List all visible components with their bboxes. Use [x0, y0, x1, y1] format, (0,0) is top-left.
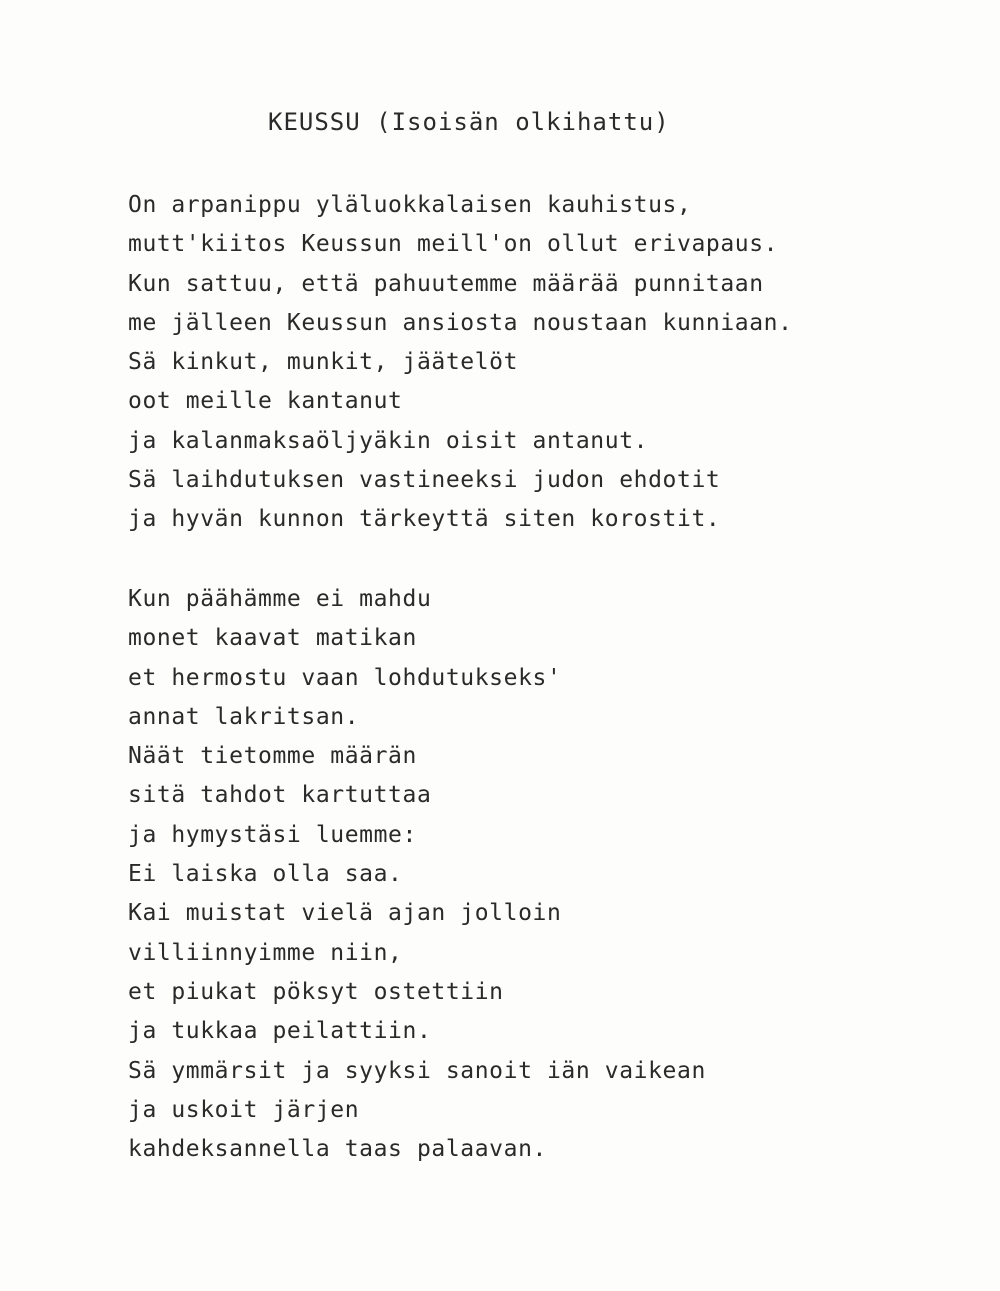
poem-line: Sä ymmärsit ja syyksi sanoit iän vaikean	[128, 1057, 706, 1084]
poem-line: et hermostu vaan lohdutukseks'	[128, 664, 562, 691]
poem-line: mutt'kiitos Keussun meill'on ollut erivapaus.	[128, 231, 779, 258]
poem-line: ja uskoit järjen	[128, 1096, 360, 1123]
stanza-1	[128, 186, 793, 540]
poem-line: ja kalanmaksaöljyäkin oisit antanut.	[128, 427, 649, 454]
poem-line: ja tukkaa peilattiin.	[128, 1018, 432, 1045]
poem-line: et piukat pöksyt ostettiin	[128, 978, 504, 1005]
poem-line: Sä kinkut, munkit, jäätelöt	[128, 349, 519, 376]
poem-line: Kai muistat vielä ajan jolloin	[128, 900, 562, 927]
poem-line: kahdeksannella taas palaavan.	[128, 1136, 547, 1163]
poem-line: oot meille kantanut	[128, 388, 403, 415]
poem-line: Ei laiska olla saa.	[128, 861, 403, 888]
poem-line: monet kaavat matikan	[128, 625, 417, 652]
poem-line: annat lakritsan.	[128, 703, 360, 730]
poem-line: Sä laihdutuksen vastineeksi judon ehdotit	[128, 467, 721, 494]
poem-line: Kun päähämme ei mahdu	[128, 586, 432, 612]
poem-line: villiinnyimme niin,	[128, 939, 403, 966]
poem-line: sitä tahdot kartuttaa	[128, 782, 432, 809]
stanza-2	[128, 580, 706, 1169]
poem-line: ja hyvän kunnon tärkeyttä siten korostit.	[128, 506, 721, 533]
poem-line: Kun sattuu, että pahuutemme määrää punnitaan	[128, 270, 764, 297]
poem-line: Näät tietomme määrän	[128, 743, 417, 770]
poem-line: On arpanippu yläluokkalaisen kauhistus,	[128, 192, 692, 218]
poem-line: ja hymystäsi luemme:	[128, 821, 417, 848]
poem-title: KEUSSU (Isoisän olkihattu)	[268, 108, 670, 136]
poem-line: me jälleen Keussun ansiosta noustaan kunniaan.	[128, 309, 793, 336]
